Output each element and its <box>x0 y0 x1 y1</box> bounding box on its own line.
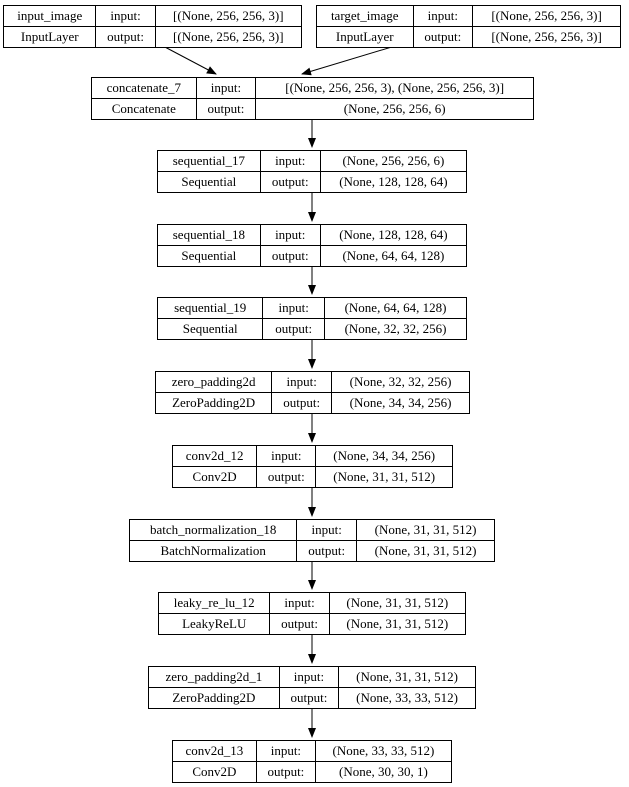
input-label: input: <box>257 446 316 467</box>
input-shape: (None, 34, 34, 256) <box>316 446 453 467</box>
output-label: output: <box>297 541 357 562</box>
node-zero_padding2d <box>155 371 470 414</box>
input-shape: (None, 31, 31, 512) <box>339 667 476 688</box>
output-label: output: <box>196 99 256 120</box>
node-zero_padding2d_1 <box>148 666 476 709</box>
output-label: output: <box>413 27 473 48</box>
layer-name: conv2d_12 <box>173 446 257 467</box>
output-label: output: <box>260 246 320 267</box>
layer-name: sequential_18 <box>158 225 261 246</box>
output-shape: (None, 128, 128, 64) <box>320 172 466 193</box>
output-label: output: <box>272 393 332 414</box>
layer-type: InputLayer <box>317 27 414 48</box>
node-input_image <box>3 5 302 48</box>
input-label: input: <box>413 6 473 27</box>
layer-name: batch_normalization_18 <box>130 520 297 541</box>
layer-name: leaky_re_lu_12 <box>159 593 270 614</box>
node-sequential_18 <box>157 224 467 267</box>
output-label: output: <box>270 614 329 635</box>
layer-name: target_image <box>317 6 414 27</box>
input-shape: [(None, 256, 256, 3)] <box>473 6 621 27</box>
input-shape: (None, 31, 31, 512) <box>329 593 465 614</box>
output-shape: (None, 30, 30, 1) <box>315 762 451 783</box>
edge-target_image-concatenate_7 <box>302 46 395 74</box>
node-sequential_19 <box>157 297 467 340</box>
layer-type: Sequential <box>158 246 261 267</box>
input-label: input: <box>279 667 338 688</box>
layer-name: sequential_19 <box>158 298 263 319</box>
input-shape: (None, 128, 128, 64) <box>320 225 466 246</box>
node-leaky_re_lu_12 <box>158 592 466 635</box>
input-label: input: <box>196 78 256 99</box>
node-concatenate_7 <box>91 77 534 120</box>
output-label: output: <box>263 319 325 340</box>
layer-type: BatchNormalization <box>130 541 297 562</box>
layer-type: LeakyReLU <box>159 614 270 635</box>
layer-type: Sequential <box>158 319 263 340</box>
edge-input_image-concatenate_7 <box>163 46 216 74</box>
layer-name: sequential_17 <box>158 151 261 172</box>
node-batch_normalization_18 <box>129 519 495 562</box>
input-label: input: <box>256 741 315 762</box>
input-label: input: <box>272 372 332 393</box>
output-shape: (None, 64, 64, 128) <box>320 246 466 267</box>
output-label: output: <box>257 467 316 488</box>
output-shape: (None, 256, 256, 6) <box>256 99 534 120</box>
output-label: output: <box>256 762 315 783</box>
output-shape: (None, 32, 32, 256) <box>325 319 467 340</box>
input-label: input: <box>297 520 357 541</box>
layer-type: Conv2D <box>173 467 257 488</box>
output-shape: (None, 31, 31, 512) <box>316 467 453 488</box>
output-shape: (None, 33, 33, 512) <box>339 688 476 709</box>
output-shape: (None, 34, 34, 256) <box>332 393 470 414</box>
output-shape: [(None, 256, 256, 3)] <box>473 27 621 48</box>
layer-type: Conv2D <box>173 762 257 783</box>
output-label: output: <box>96 27 155 48</box>
layer-type: Sequential <box>158 172 261 193</box>
output-shape: [(None, 256, 256, 3)] <box>155 27 301 48</box>
node-target_image <box>316 5 621 48</box>
layer-type: InputLayer <box>4 27 96 48</box>
node-sequential_17 <box>157 150 467 193</box>
input-label: input: <box>270 593 329 614</box>
input-shape: [(None, 256, 256, 3)] <box>155 6 301 27</box>
layer-type: Concatenate <box>92 99 197 120</box>
input-label: input: <box>260 151 320 172</box>
output-label: output: <box>279 688 338 709</box>
layer-type: ZeroPadding2D <box>156 393 272 414</box>
layer-name: conv2d_13 <box>173 741 257 762</box>
input-shape: [(None, 256, 256, 3), (None, 256, 256, 3)] <box>256 78 534 99</box>
node-conv2d_13 <box>172 740 452 783</box>
input-shape: (None, 32, 32, 256) <box>332 372 470 393</box>
input-label: input: <box>263 298 325 319</box>
input-shape: (None, 31, 31, 512) <box>357 520 495 541</box>
layer-name: input_image <box>4 6 96 27</box>
input-label: input: <box>96 6 155 27</box>
output-label: output: <box>260 172 320 193</box>
layer-name: zero_padding2d_1 <box>149 667 280 688</box>
layer-type: ZeroPadding2D <box>149 688 280 709</box>
layer-name: concatenate_7 <box>92 78 197 99</box>
input-shape: (None, 64, 64, 128) <box>325 298 467 319</box>
layer-name: zero_padding2d <box>156 372 272 393</box>
input-label: input: <box>260 225 320 246</box>
node-conv2d_12 <box>172 445 453 488</box>
input-shape: (None, 33, 33, 512) <box>315 741 451 762</box>
output-shape: (None, 31, 31, 512) <box>357 541 495 562</box>
input-shape: (None, 256, 256, 6) <box>320 151 466 172</box>
output-shape: (None, 31, 31, 512) <box>329 614 465 635</box>
